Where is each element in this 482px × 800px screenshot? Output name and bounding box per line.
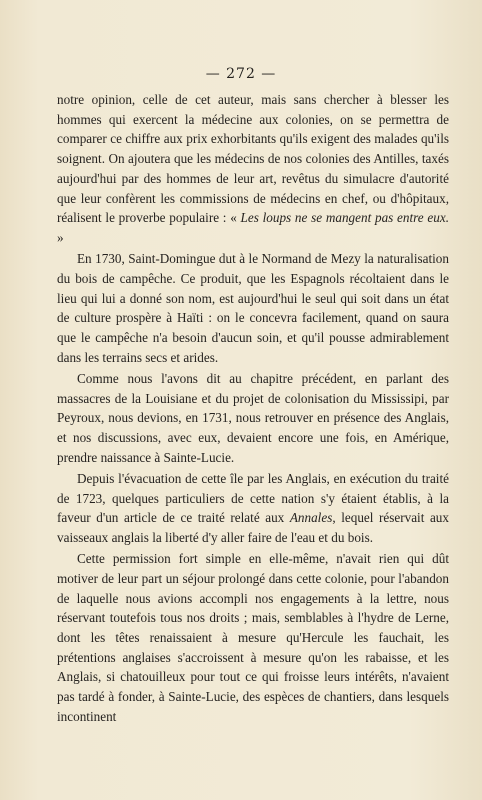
paragraph-text-end: »	[57, 229, 64, 245]
paragraph-text: Comme nous l'avons dit au chapitre précédent, en parlant des massacres de la Louisiane et du projet de colonisation du Mississipi, par Peyroux, nous devions, en 1731, nous retrouver en présence des Anglais, et nos discussions, avec eux, devaient encore une fois, en Amérique, prendre naissance à Sainte-Lucie.	[57, 370, 449, 465]
paragraph-continued	[57, 90, 449, 248]
paragraph-text: Depuis l'évacuation de cette île par les Anglais, en exécution du traité de 1723, quelques particuliers de cette nation s'y étaient établis, à la faveur d'un article de ce traité relaté aux	[57, 470, 449, 526]
paragraph	[57, 369, 449, 468]
body-text	[57, 90, 449, 727]
paragraph-text: notre opinion, celle de cet auteur, mais sans chercher à blesser les hommes qui exercent la médecine aux colonies, on se permettra de comparer ce chiffre aux prix exhorbitants qu'ils exigent des malades qu'ils soignent. On ajoutera que les médecins de nos colonies des Antilles, taxés aujourd'hui par des hommes de leur art, revêtus du simulacre d'autorité que leur confèrent les commissions de médecins en chef, ou d'hôpitaux, réalisent le proverbe populaire : «	[57, 92, 449, 226]
page-number: — 272 —	[205, 66, 277, 82]
paragraph	[57, 249, 449, 367]
italic-quote: Les loups ne se mangent pas entre eux.	[240, 210, 449, 226]
italic-reference: Annales	[289, 510, 333, 526]
paragraph-text-end: , lequel réservait aux vaisseaux anglais la liberté d'y aller faire de l'eau et du bois.	[57, 510, 449, 545]
paragraph	[57, 469, 449, 548]
paragraph-text: Cette permission fort simple en elle-même, n'avait rien qui dût motiver de leur part un séjour prolongé dans cette colonie, pour l'abandon de laquelle nous avions accompli nos engagements à la lettre, nous réservant toutefois tous nos droits ; mais, semblables à l'hydre de Lerne, dont les têtes renaissaient à mesure qu'Hercule les fauchait, les prétentions anglaises s'accroissent à mesure qu'on les rabaisse, et les Anglais, si chatouilleux pour tout ce qui froisse leurs intérêts, n'avaient pas tardé à fonder, à Sainte-Lucie, des espèces de chantiers, dans lesquels incontinent	[57, 551, 449, 724]
paragraph-text: En 1730, Saint-Domingue dut à le Normand de Mezy la naturalisation du bois de campêche. Ce produit, que les Espagnols récoltaient dans le lieu qui lui a donné son nom, est aujourd'hui le seul qui soit dans un état de culture prospère à Haïti : on le concevra facilement, quand on saura que le campêche n'a besoin d'aucun soin, et qu'il pousse admirablement dans les terrains secs et arides.	[57, 251, 449, 365]
paragraph	[57, 549, 449, 726]
